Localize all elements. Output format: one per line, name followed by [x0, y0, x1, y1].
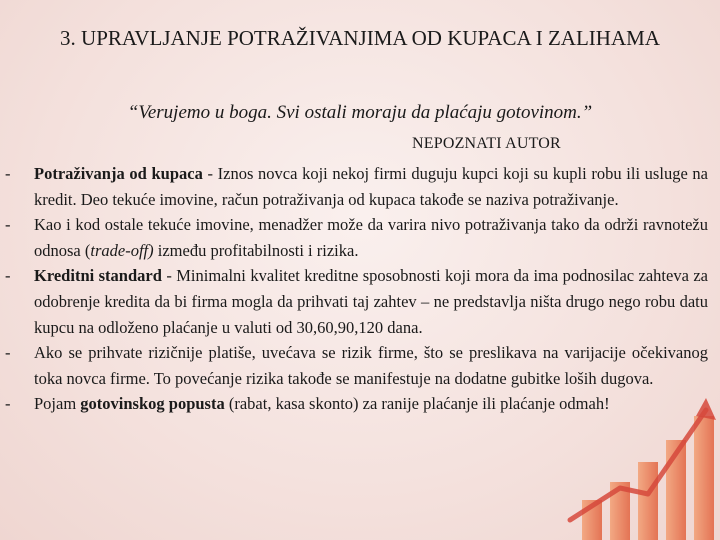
item-text: između profitabilnosti i rizika.	[153, 240, 359, 260]
list-item	[0, 212, 710, 263]
item-text: Ako se prihvate rizičnije platiše, uvećava se rizik firme, što se preslikava na varijacije očekivanog toka novca firme. To povećanje rizika takođe se manifestuje na dodatne gubitke loših dugova.	[34, 343, 708, 388]
term-bold: Potraživanja od kupaca	[34, 164, 203, 183]
item-text: - Iznos novca koji nekoj firmi duguju kupci koji su kupli robu ili usluge na kredit. Deo tekuće imovine, račun potraživanja od kupaca takođe se naziva potraživanje.	[34, 164, 708, 209]
slide-quote: “Verujemo u boga. Svi ostali moraju da plaćaju gotovinom.”	[127, 102, 593, 123]
list-item	[0, 391, 710, 417]
bullet-marker: -	[5, 266, 11, 286]
term-italic: trade-off)	[90, 240, 154, 260]
list-item	[0, 161, 710, 212]
term-bold: gotovinskog popusta	[80, 394, 225, 414]
term-bold: Kreditni standard	[34, 266, 162, 286]
bullet-marker: -	[5, 343, 11, 363]
list-item	[0, 340, 710, 391]
quote-author: NEPOZNATI AUTOR	[412, 135, 561, 152]
bullet-marker: -	[5, 215, 11, 235]
item-text: - Minimalni kvalitet kreditne sposobnosti koji mora da ima podnosilac zahteva za odobrenje kredita da bi firma mogla da prihvati taj zahtev – ne predstavlja ništa drugo nego robu datu kupcu na odloženo plaćanje u valuti od 30,60,90,120 dana.	[34, 266, 708, 337]
slide-title: 3. UPRAVLJANJE POTRAŽIVANJIMA OD KUPACA I ZALIHAMA	[60, 26, 660, 50]
bullet-list	[0, 161, 710, 417]
list-item	[0, 263, 710, 340]
item-text: Pojam	[34, 394, 81, 414]
bullet-marker: -	[5, 164, 11, 183]
item-text: (rabat, kasa skonto) za ranije plaćanje ili plaćanje odmah!	[224, 394, 610, 414]
bullet-marker: -	[5, 394, 11, 414]
item-text: Kao i kod ostale tekuće imovine, menadžer može da varira nivo potraživanja tako da održi ravnotežu odnosa (	[34, 215, 708, 260]
